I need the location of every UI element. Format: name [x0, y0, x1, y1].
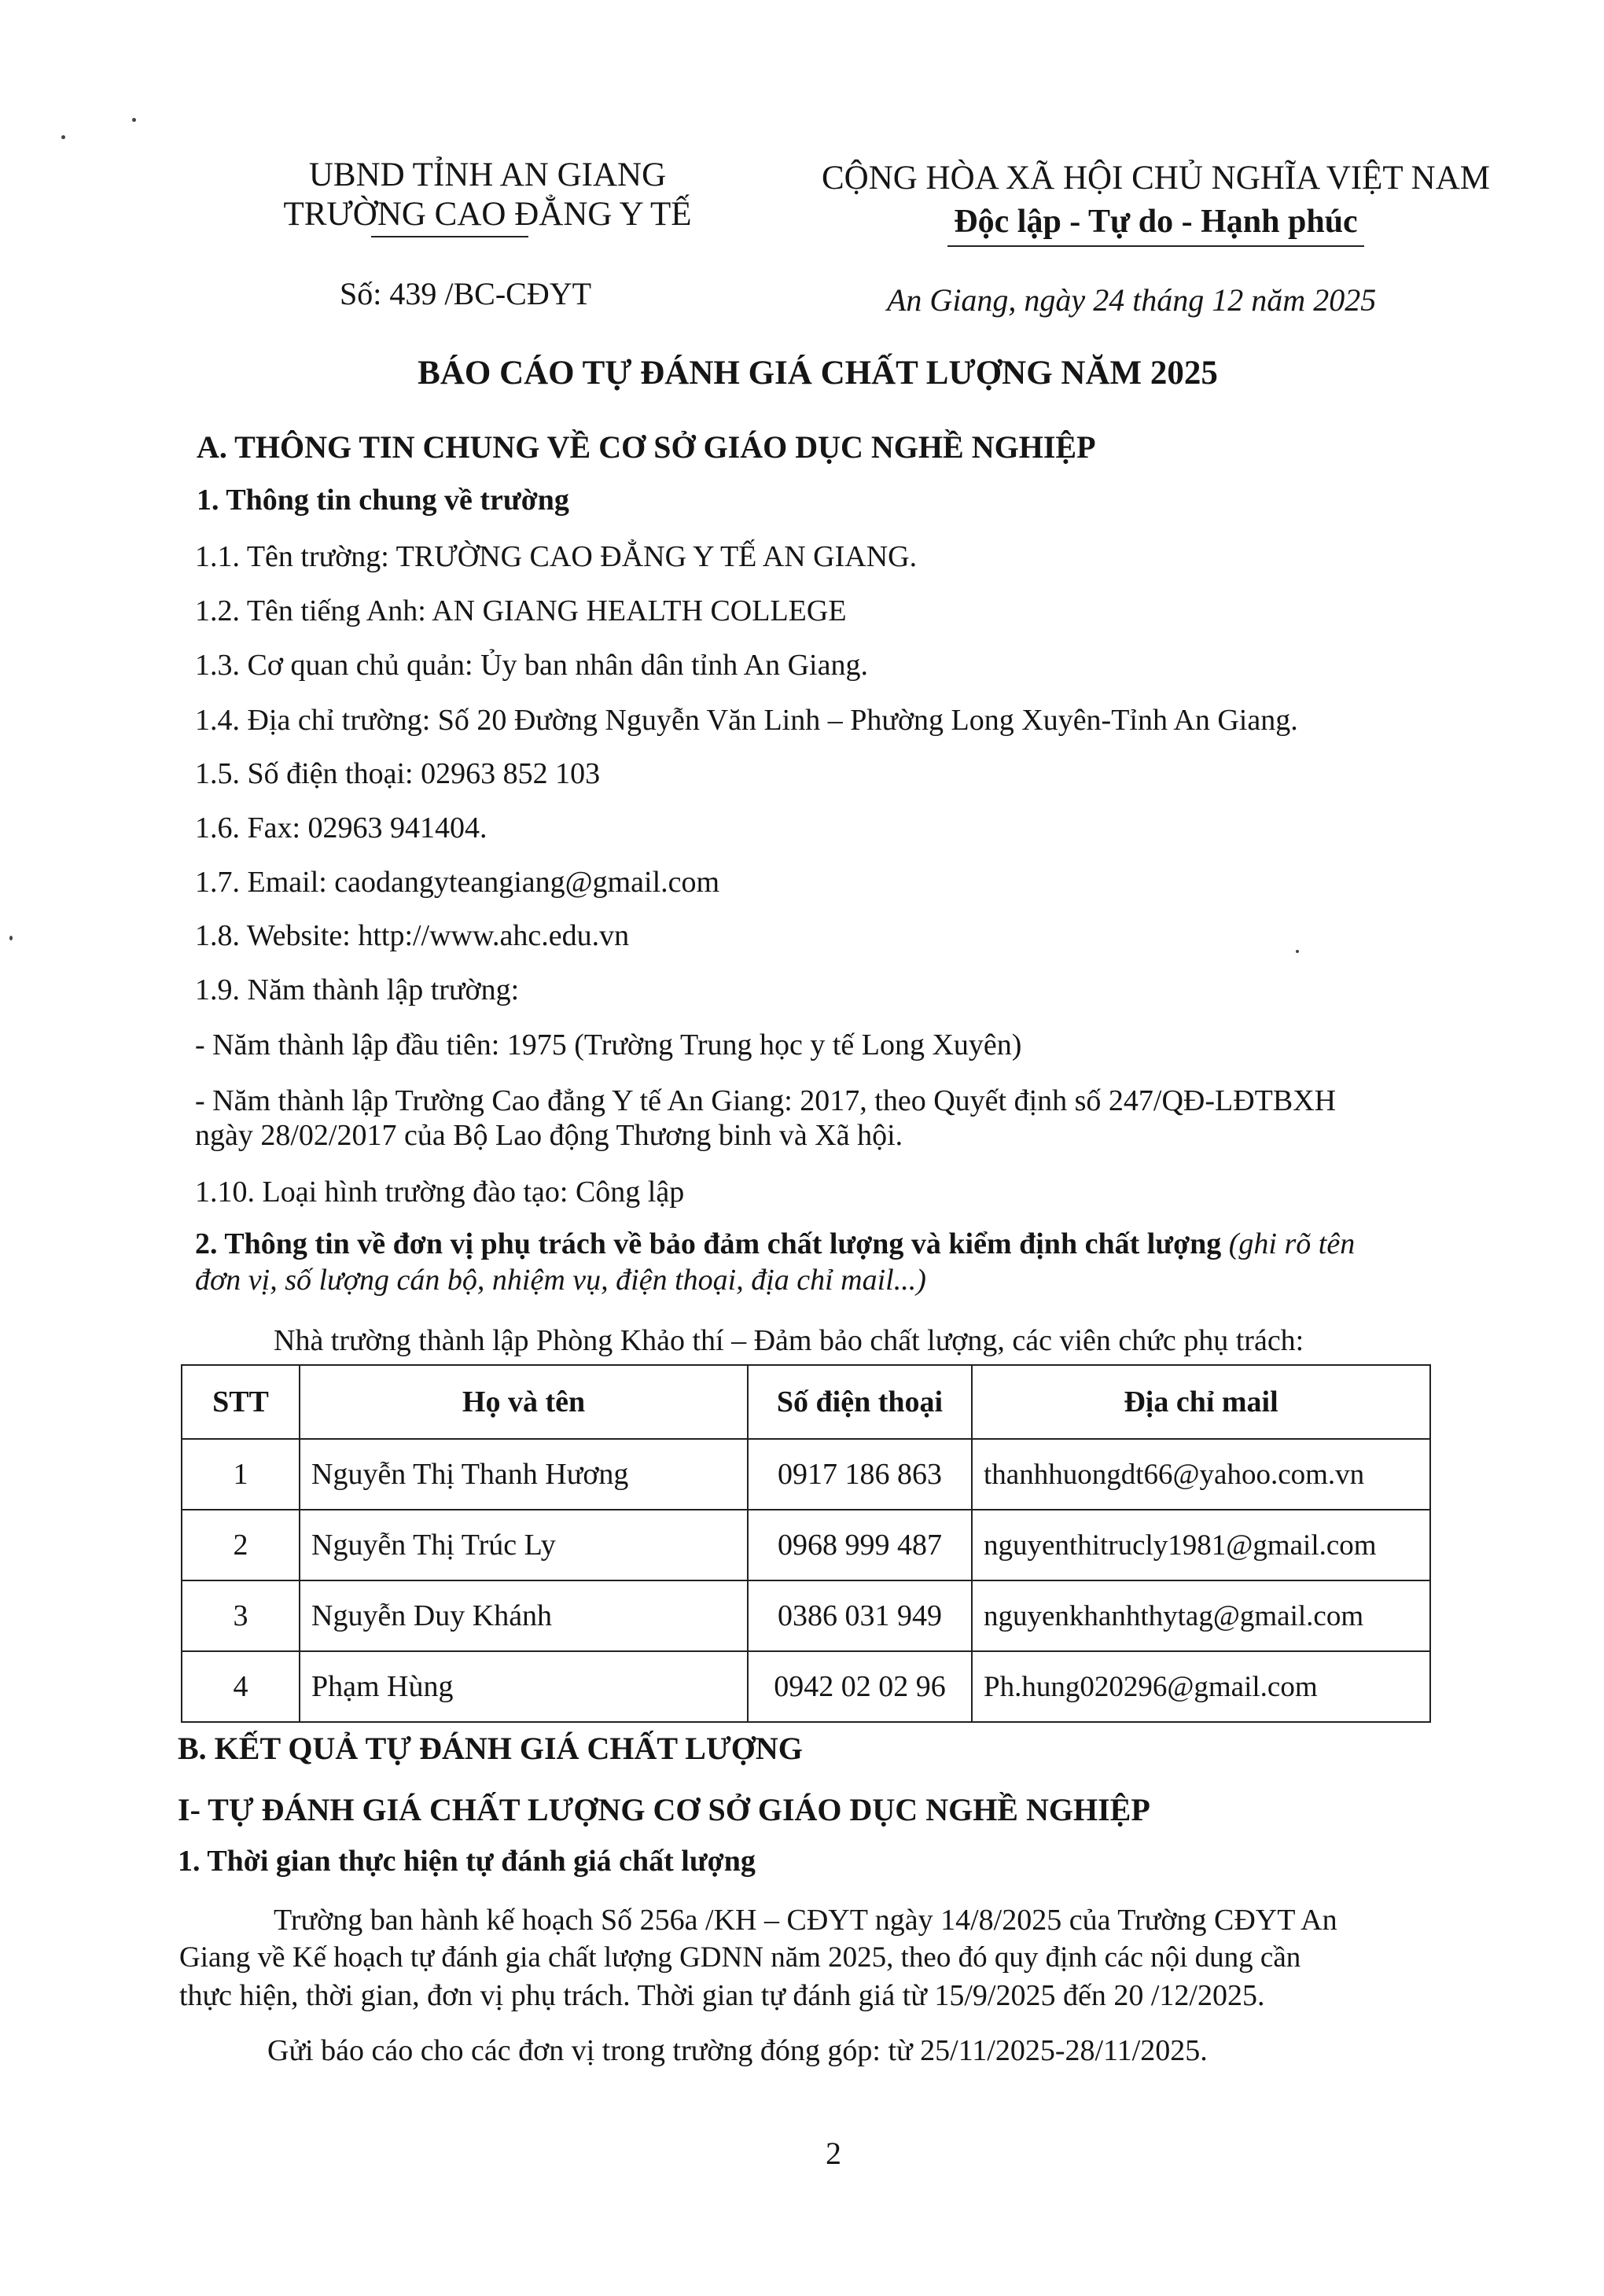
cell-email: Ph.hung020296@gmail.com — [972, 1651, 1430, 1722]
section-a-heading: A. THÔNG TIN CHUNG VỀ CƠ SỞ GIÁO DỤC NGHỀ NGHIỆP — [197, 429, 1096, 465]
info-item: 1.10. Loại hình trường đào tạo: Công lập — [195, 1176, 685, 1209]
scan-speck — [1296, 950, 1299, 953]
cell-email: nguyenkhanhthytag@gmail.com — [972, 1580, 1430, 1651]
founding-line-2: ngày 28/02/2017 của Bộ Lao động Thương binh và Xã hội. — [195, 1119, 903, 1152]
cell-email: thanhhuongdt66@yahoo.com.vn — [972, 1439, 1430, 1510]
cell-stt: 3 — [182, 1580, 300, 1651]
cell-email: nguyenthitrucly1981@gmail.com — [972, 1510, 1430, 1580]
document-number: Số: 439 /BC-CĐYT — [340, 276, 592, 311]
info-item: 1.4. Địa chỉ trường: Số 20 Đường Nguyễn Văn Linh – Phường Long Xuyên-Tỉnh An Giang. — [195, 704, 1298, 737]
info-item: 1.8. Website: http://www.ahc.edu.vn — [195, 919, 630, 952]
info-item: 1.2. Tên tiếng Anh: AN GIANG HEALTH COLLEGE — [195, 594, 847, 627]
cell-stt: 4 — [182, 1651, 300, 1722]
paragraph-2: Gửi báo cáo cho các đơn vị trong trường đóng góp: từ 25/11/2025-28/11/2025. — [267, 2034, 1208, 2067]
info-item: 1.1. Tên trường: TRƯỜNG CAO ĐẲNG Y TẾ AN GIANG. — [195, 540, 918, 573]
cell-stt: 1 — [182, 1439, 300, 1510]
info-item: 1.9. Năm thành lập trường: — [195, 973, 520, 1006]
page-number: 2 — [826, 2136, 841, 2171]
cell-phone: 0968 999 487 — [748, 1510, 972, 1580]
paragraph-1-line-2: Giang về Kế hoạch tự đánh gia chất lượng GDNN năm 2025, theo đó quy định các nội dung cần — [179, 1941, 1301, 1974]
founding-line-1: - Năm thành lập Trường Cao đẳng Y tế An Giang: 2017, theo Quyết định số 247/QĐ-LĐTBXH — [195, 1084, 1337, 1117]
table-row — [182, 1651, 1430, 1722]
table-row — [182, 1580, 1430, 1651]
staff-table — [181, 1364, 1431, 1723]
document-date: An Giang, ngày 24 tháng 12 năm 2025 — [887, 282, 1377, 318]
info-item: 1.6. Fax: 02963 941404. — [195, 811, 487, 844]
info-item: - Năm thành lập đầu tiên: 1975 (Trường Trung học y tế Long Xuyên) — [195, 1028, 1022, 1062]
paragraph-1-line-1: Trường ban hành kế hoạch Số 256a /KH – CĐYT ngày 14/8/2025 của Trường CĐYT An — [274, 1904, 1337, 1937]
col-name: Họ và tên — [300, 1365, 748, 1439]
cell-phone: 0386 031 949 — [748, 1580, 972, 1651]
info-item: 1.3. Cơ quan chủ quản: Ủy ban nhân dân tỉnh An Giang. — [195, 649, 868, 682]
col-email: Địa chỉ mail — [972, 1365, 1430, 1439]
paragraph-1-line-3: thực hiện, thời gian, đơn vị phụ trách. Thời gian tự đánh giá từ 15/9/2025 đến 20 /12/2025. — [179, 1979, 1265, 2012]
section-a-subheading-1: 1. Thông tin chung về trường — [197, 484, 569, 517]
report-title: BÁO CÁO TỰ ĐÁNH GIÁ CHẤT LƯỢNG NĂM 2025 — [418, 355, 1218, 392]
subheading-2-bold: 2. Thông tin về đơn vị phụ trách về bảo đảm chất lượng và kiểm định chất lượng — [195, 1227, 1222, 1260]
section-b-heading: B. KẾT QUẢ TỰ ĐÁNH GIÁ CHẤT LƯỢNG — [178, 1731, 803, 1766]
cell-name: Nguyễn Thị Trúc Ly — [300, 1510, 748, 1580]
scan-speck — [61, 135, 65, 139]
table-row — [182, 1439, 1430, 1510]
cell-name: Nguyễn Thị Thanh Hương — [300, 1439, 748, 1510]
section-b-subheading-i: I- TỰ ĐÁNH GIÁ CHẤT LƯỢNG CƠ SỞ GIÁO DỤC NGHỀ NGHIỆP — [178, 1792, 1150, 1827]
scan-speck — [132, 118, 136, 122]
info-item: 1.5. Số điện thoại: 02963 852 103 — [195, 757, 601, 790]
col-phone: Số điện thoại — [748, 1365, 972, 1439]
subheading-2-italic: (ghi rõ tên — [1221, 1227, 1356, 1260]
table-header-row — [182, 1365, 1430, 1439]
cell-name: Phạm Hùng — [300, 1651, 748, 1722]
cell-stt: 2 — [182, 1510, 300, 1580]
subheading-2-italic-cont: đơn vị, số lượng cán bộ, nhiệm vụ, điện thoại, địa chỉ mail...) — [195, 1264, 926, 1297]
scan-speck — [9, 936, 13, 940]
motto: Độc lập - Tự do - Hạnh phúc — [954, 204, 1358, 240]
country-name: CỘNG HÒA XÃ HỘI CHỦ NGHĨA VIỆT NAM — [821, 160, 1491, 197]
table-intro: Nhà trường thành lập Phòng Khảo thí – Đảm bảo chất lượng, các viên chức phụ trách: — [274, 1324, 1304, 1357]
section-a-subheading-2 — [195, 1227, 1355, 1261]
motto-underline — [947, 245, 1364, 247]
cell-phone: 0917 186 863 — [748, 1439, 972, 1510]
cell-phone: 0942 02 02 96 — [748, 1651, 972, 1722]
school-name: TRƯỜNG CAO ĐẲNG Y TẾ — [283, 196, 692, 233]
col-stt: STT — [182, 1365, 300, 1439]
section-b-subheading-1: 1. Thời gian thực hiện tự đánh giá chất lượng — [178, 1845, 756, 1878]
table-row — [182, 1510, 1430, 1580]
school-name-underline — [371, 236, 528, 237]
agency-name: UBND TỈNH AN GIANG — [308, 156, 667, 193]
info-item: 1.7. Email: caodangyteangiang@gmail.com — [195, 866, 720, 899]
cell-name: Nguyễn Duy Khánh — [300, 1580, 748, 1651]
